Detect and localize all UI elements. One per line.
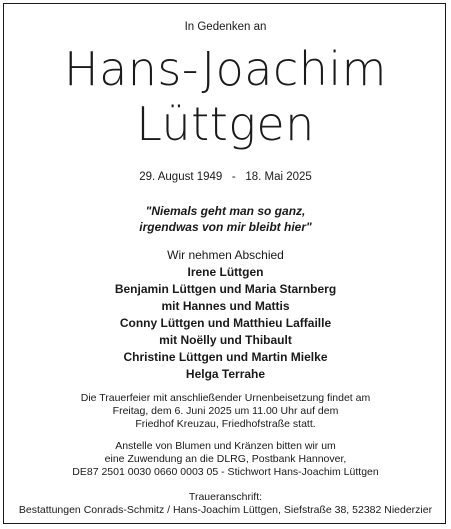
mourner-line: Conny Lüttgen und Matthieu Laffaille [119, 316, 332, 330]
donation-line-1: Anstelle von Blumen und Kränzen bitten wir um [115, 440, 336, 452]
mourner-line: mit Hannes und Mattis [161, 299, 290, 313]
ceremony-line-3: Friedhof Kreuzau, Friedhofstraße statt. [135, 418, 316, 430]
deceased-last-name: Lüttgen [136, 97, 315, 151]
mourner-line: mit Noëlly und Thibault [159, 333, 292, 347]
quote-line-1: "Niemals geht man so ganz, [145, 204, 306, 218]
address-label: Traueranschrift: [188, 491, 263, 503]
ceremony-line-2: Freitag, dem 6. Juni 2025 um 11.00 Uhr auf dem [112, 405, 339, 417]
mourner-line: Christine Lüttgen und Martin Mielke [123, 350, 328, 364]
life-dates: 29. August 1949 - 18. Mai 2025 [139, 171, 312, 183]
mourner-line: Helga Terrahe [185, 367, 266, 381]
donation-line-3: DE87 2501 0030 0660 0003 05 - Stichwort Hans-Joachim Lüttgen [72, 466, 379, 478]
donation-line-2: eine Zuwendung an die DLRG, Postbank Hannover, [104, 453, 347, 465]
deceased-first-name: Hans-Joachim [64, 42, 387, 96]
mourner-line: Benjamin Lüttgen und Maria Starnberg [114, 282, 337, 296]
address-value: Bestattungen Conrads-Schmitz / Hans-Joachim Lüttgen, Siefstraße 38, 52382 Niederzier [18, 504, 433, 516]
mourner-line: Irene Lüttgen [187, 265, 264, 279]
quote-line-2: irgendwas von mir bleibt hier" [139, 220, 312, 234]
ceremony-line-1: Die Trauerfeier mit anschließender Urnenbeisetzung findet am [80, 392, 371, 404]
farewell-intro: Wir nehmen Abschied [167, 248, 284, 262]
intro-text: In Gedenken an [184, 21, 267, 33]
